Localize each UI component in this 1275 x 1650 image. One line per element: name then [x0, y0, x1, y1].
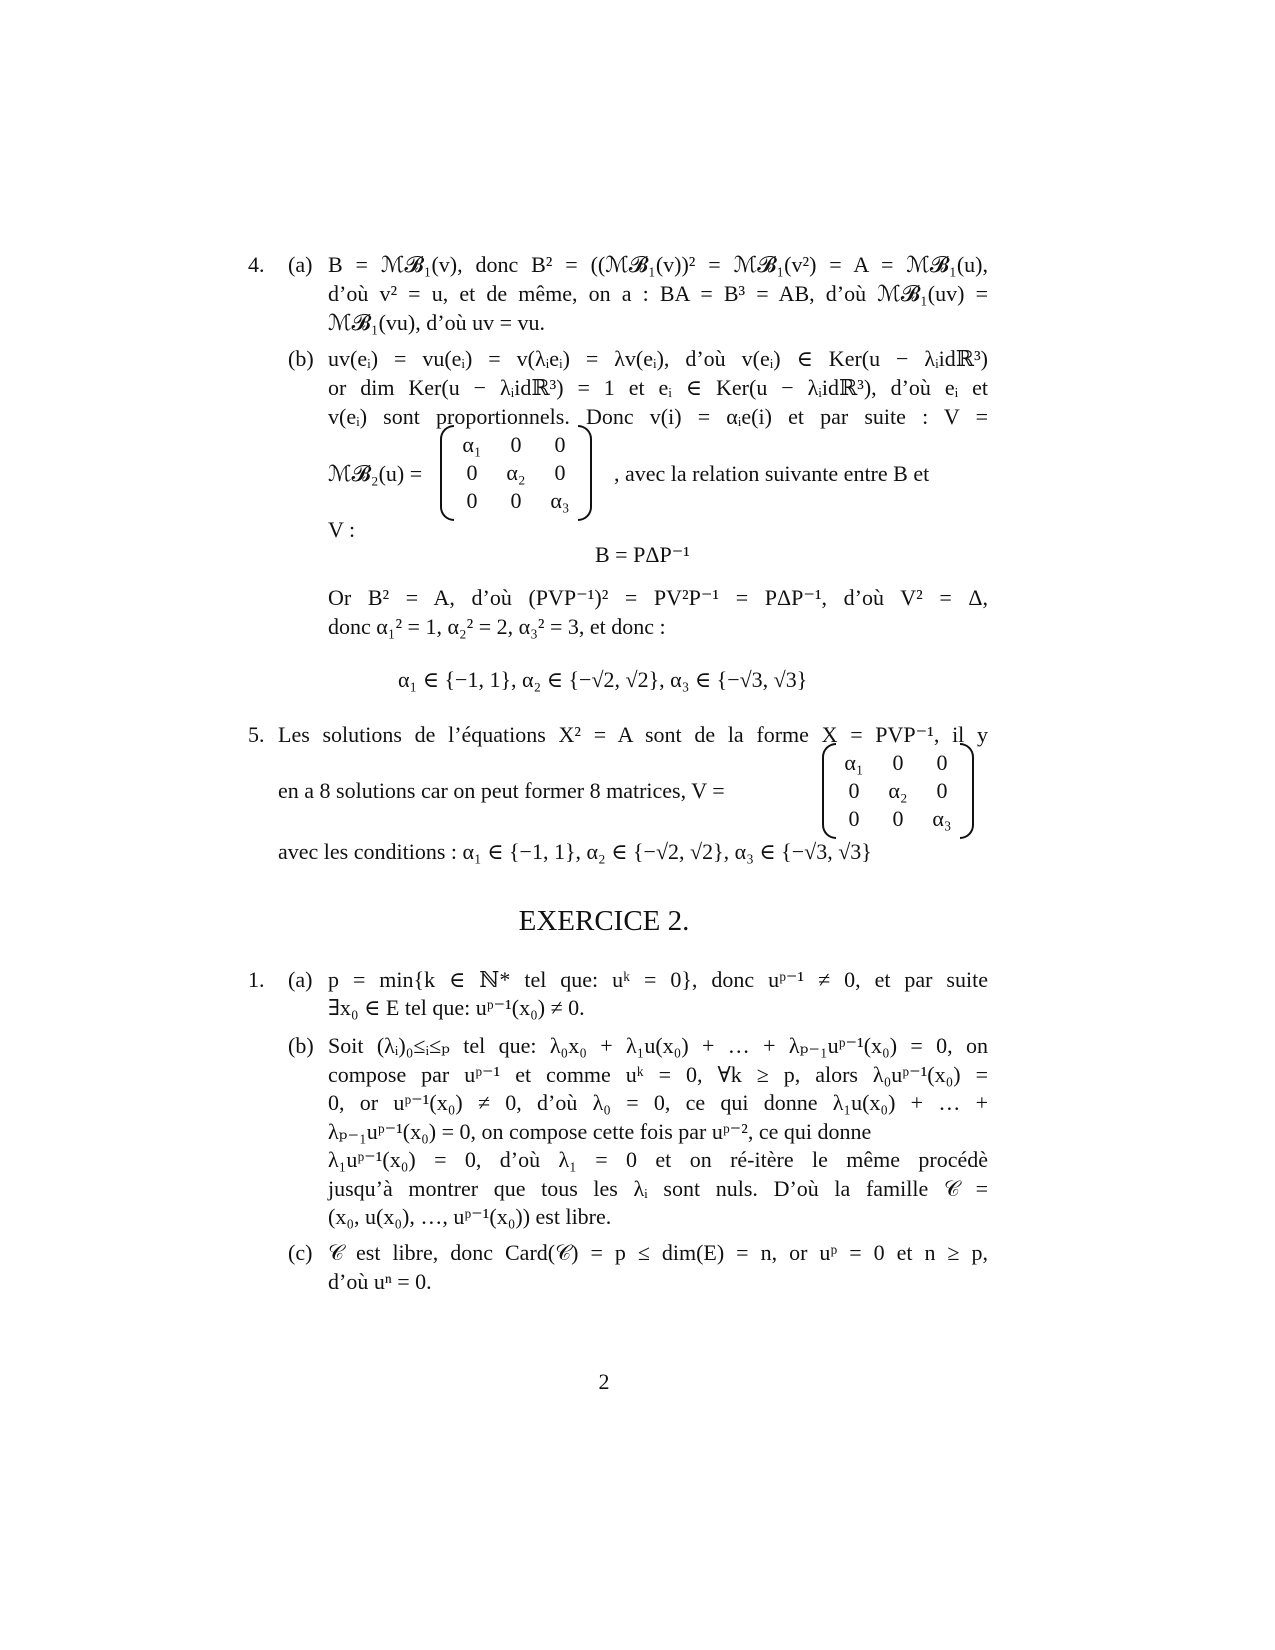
text-line: ℳ𝓑₁(vu), d’où uv = vu.	[328, 310, 545, 335]
matrix-cell: α₂	[888, 778, 908, 803]
text-line: avec les conditions : α₁ ∈ {−1, 1}, α₂ ∈ {−√2, √2}, α₃ ∈ {−√3, √3}	[278, 839, 872, 864]
matrix-cell: α₁	[462, 432, 482, 457]
text-line: en a 8 solutions car on peut former 8 matrices, V =	[278, 778, 725, 803]
text-line: , avec la relation suivante entre B et	[614, 461, 930, 486]
text-line: uv(eᵢ) = vu(eᵢ) = v(λᵢeᵢ) = λv(eᵢ), d’où v(eᵢ) ∈ Ker(u − λᵢidℝ³)	[328, 346, 988, 371]
subitem-label: (a)	[288, 252, 313, 277]
subitem-label: (b)	[288, 1033, 314, 1058]
matrix-cell: 0	[892, 750, 904, 775]
item-number: 4.	[248, 252, 265, 277]
text-line: p = min{k ∈ ℕ* tel que: uᵏ = 0}, donc uᵖ⁻¹ ≠ 0, et par suite	[328, 967, 988, 992]
matrix-cell: 0	[510, 432, 522, 457]
matrix-cell: 0	[936, 750, 948, 775]
matrix-cell: 0	[554, 432, 566, 457]
matrix-cell: α₁	[844, 750, 864, 775]
text-line: λ₁uᵖ⁻¹(x₀) = 0, d’où λ₁ = 0 et on ré-itère le même procédè	[328, 1147, 988, 1172]
matrix-cell: 0	[892, 806, 904, 831]
matrix-cell: 0	[848, 806, 860, 831]
subitem-label: (a)	[288, 967, 313, 992]
subitem-label: (b)	[288, 346, 314, 371]
text-line: d’où v² = u, et de même, on a : BA = B³ = AB, d’où ℳ𝓑₁(uv) =	[328, 281, 988, 306]
text-line: or dim Ker(u − λᵢidℝ³) = 1 et eᵢ ∈ Ker(u − λᵢidℝ³), d’où eᵢ et	[328, 375, 988, 400]
text-line: d’où uⁿ = 0.	[328, 1269, 432, 1294]
matrix	[822, 749, 974, 833]
page-number: 2	[598, 1369, 610, 1394]
matrix-cell: α₂	[506, 460, 526, 485]
text-line: V :	[328, 517, 356, 542]
matrix-cell: 0	[510, 488, 522, 513]
text-line: 0, or uᵖ⁻¹(x₀) ≠ 0, d’où λ₀ = 0, ce qui donne λ₁u(x₀) + … +	[328, 1090, 988, 1115]
matrix	[440, 431, 592, 515]
matrix-cell: 0	[554, 460, 566, 485]
text-line: v(eᵢ) sont proportionnels. Donc v(i) = αᵢe(i) et par suite : V =	[328, 404, 988, 429]
matrix-lhs: ℳ𝓑₂(u) =	[328, 461, 423, 486]
text-line: (x₀, u(x₀), …, uᵖ⁻¹(x₀)) est libre.	[328, 1204, 612, 1229]
text-line: Les solutions de l’équations X² = A sont de la forme X = PVP⁻¹, il y	[278, 722, 988, 747]
text-line: ∃x₀ ∈ E tel que: uᵖ⁻¹(x₀) ≠ 0.	[328, 995, 585, 1020]
display-equation: α₁ ∈ {−1, 1}, α₂ ∈ {−√2, √2}, α₃ ∈ {−√3, √3}	[398, 667, 808, 692]
matrix-cell: α₃	[932, 806, 952, 831]
text-line: λₚ₋₁uᵖ⁻¹(x₀) = 0, on compose cette fois par uᵖ⁻², ce qui donne	[328, 1119, 872, 1144]
text-line: compose par uᵖ⁻¹ et comme uᵏ = 0, ∀k ≥ p, alors λ₀uᵖ⁻¹(x₀) =	[328, 1062, 988, 1087]
matrix-cell: 0	[466, 460, 478, 485]
text-line: B = ℳ𝓑₁(v), donc B² = ((ℳ𝓑₁(v))² = ℳ𝓑₁(v²) = A = ℳ𝓑₁(u),	[328, 252, 988, 277]
display-equation: B = PΔP⁻¹	[595, 542, 690, 567]
text-line: Soit (λᵢ)₀≤ᵢ≤ₚ tel que: λ₀x₀ + λ₁u(x₀) + … + λₚ₋₁uᵖ⁻¹(x₀) = 0, on	[328, 1033, 988, 1058]
matrix-cell: 0	[848, 778, 860, 803]
text-line: 𝒞 est libre, donc Card(𝒞) = p ≤ dim(E) = n, or uᵖ = 0 et n ≥ p,	[328, 1240, 988, 1265]
text-line: Or B² = A, d’où (PVP⁻¹)² = PV²P⁻¹ = PΔP⁻¹, d’où V² = Δ,	[328, 585, 988, 610]
matrix-cell: 0	[936, 778, 948, 803]
item-number: 1.	[248, 967, 265, 992]
matrix-cell: α₃	[550, 488, 570, 513]
section-title: EXERCICE 2.	[518, 905, 690, 937]
text-line: donc α₁² = 1, α₂² = 2, α₃² = 3, et donc :	[328, 614, 666, 639]
subitem-label: (c)	[288, 1240, 313, 1265]
matrix-cell: 0	[466, 488, 478, 513]
text-line: jusqu’à montrer que tous les λᵢ sont nuls. D’où la famille 𝒞 =	[328, 1176, 988, 1201]
item-number: 5.	[248, 722, 265, 747]
